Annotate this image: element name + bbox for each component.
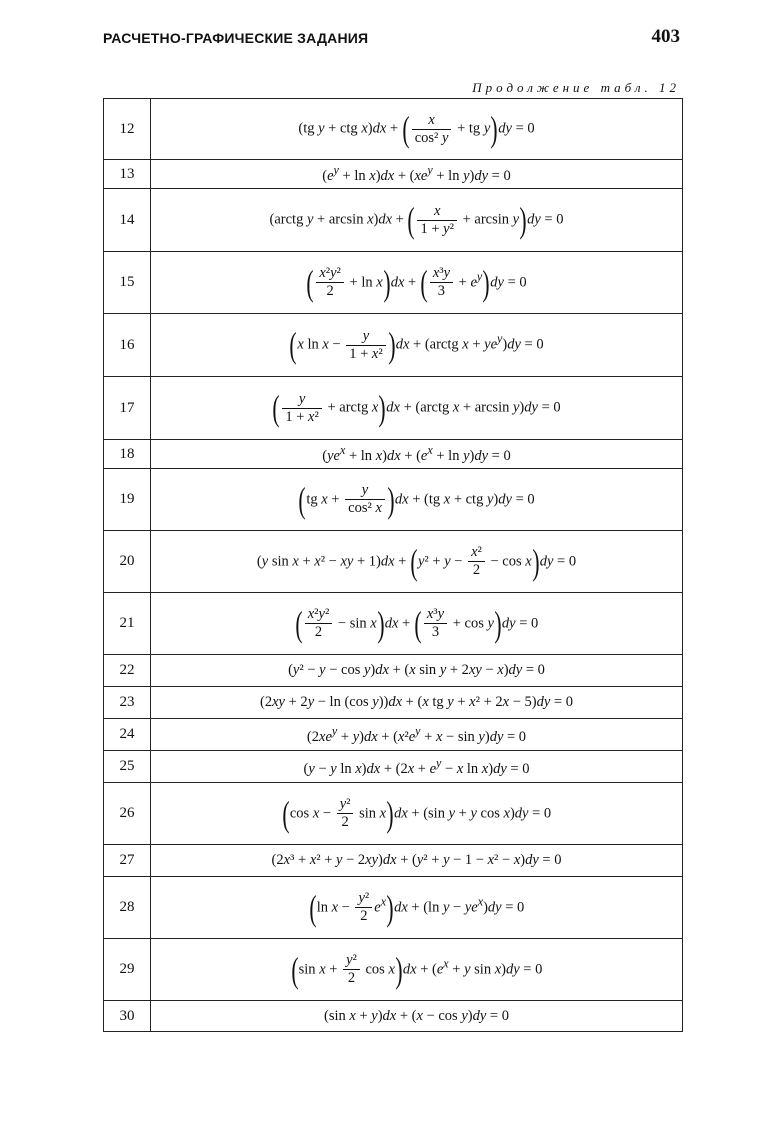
table-row [104, 939, 683, 1001]
row-number: 21 [104, 593, 151, 655]
table-row [104, 655, 683, 687]
row-number: 17 [104, 377, 151, 440]
row-number: 27 [104, 845, 151, 877]
table-row [104, 314, 683, 377]
row-number: 12 [104, 99, 151, 160]
equation: (x ln x − $\frac{y}{\text{1 + x²}}$ )dx + (arctg $x + ye^y)dy = 0$ [151, 314, 683, 377]
equation: ( $\frac{\text{x²y²}}{2}$ − sin x)dx + ( $\frac{\text{x³y}}{3}$ + cos y)dy = 0 [151, 593, 683, 655]
row-number: 18 [104, 440, 151, 469]
equation: (arctg y + arcsin x)dx + ( $\frac{x}{\text{1 + y²}}$ + arcsin y)dy = 0 [151, 189, 683, 252]
row-number: 30 [104, 1001, 151, 1032]
equation: (2xy + 2y − ln (cos y))dx + (x tg y + x² + 2x − 5)dy = 0 [151, 687, 683, 719]
row-number: 28 [104, 877, 151, 939]
page-number: 403 [651, 26, 680, 47]
equation: (sin x + $\frac{\text{y²}}{2}$ $\cos x)dx + (e^x + y$ sin x)dy = 0 [151, 939, 683, 1001]
row-number: 20 [104, 531, 151, 593]
row-number: 29 [104, 939, 151, 1001]
table-row [104, 160, 683, 189]
equation: (cos x − $\frac{\text{y²}}{2}$ sin x)dx + (sin y + y cos x)dy = 0 [151, 783, 683, 845]
row-number: 22 [104, 655, 151, 687]
equation: (ln x − $\frac{\text{y²}}{2}$ $e^x)dx + (\ln$ $y - ye^x)dy = 0$ [151, 877, 683, 939]
equation: $(e^y + \ln x)dx + (xe^y + \ln y)dy = 0$ [151, 160, 683, 189]
table-row [104, 719, 683, 751]
row-number: 14 [104, 189, 151, 252]
equation: (sin x + y)dx + (x − cos y)dy = 0 [151, 1001, 683, 1032]
equation: (y − y $\ln x)dx + (2x + e^y - x$ ln x)dy = 0 [151, 751, 683, 783]
row-number: 25 [104, 751, 151, 783]
equation: (y² − y − cos y)dx + (x sin y + 2xy − x)dy = 0 [151, 655, 683, 687]
table-row [104, 877, 683, 939]
row-number: 13 [104, 160, 151, 189]
table-row [104, 687, 683, 719]
table-row [104, 783, 683, 845]
page-header [103, 26, 680, 50]
equation: $(ye^x + \ln x)dx + (e^x + \ln y)dy = 0$ [151, 440, 683, 469]
equation: $(2xe^y + y)dx + (x^2e^y + x - \sin y)dy = 0$ [151, 719, 683, 751]
row-number: 24 [104, 719, 151, 751]
row-number: 19 [104, 469, 151, 531]
equation: (2x³ + x² + y − 2xy)dx + (y² + y − 1 − x² − x)dy = 0 [151, 845, 683, 877]
row-number: 26 [104, 783, 151, 845]
row-number: 15 [104, 252, 151, 314]
running-title: РАСЧЕТНО-ГРАФИЧЕСКИЕ ЗАДАНИЯ [103, 30, 369, 46]
equation: (tg x + $\frac{y}{\text{cos² x}}$ )dx + (tg x + ctg y)dy = 0 [151, 469, 683, 531]
row-number: 23 [104, 687, 151, 719]
equation: ( $\frac{y}{\text{1 + x²}}$ + arctg x)dx + (arctg x + arcsin y)dy = 0 [151, 377, 683, 440]
table-row [104, 531, 683, 593]
table-row [104, 469, 683, 531]
table-continuation-label: Продолжение табл. 12 [472, 80, 680, 95]
table-row [104, 440, 683, 469]
equations-table [103, 98, 683, 1032]
table-row [104, 751, 683, 783]
equation: (tg y + ctg x)dx + ( $\frac{x}{\text{cos² y}}$ + tg y)dy = 0 [151, 99, 683, 160]
table-row [104, 99, 683, 160]
table-row [104, 377, 683, 440]
equation: ( $\frac{\text{x²y²}}{2}$ + ln x)dx + ( $\frac{\text{x³y}}{3}$ + $e^y)dy = 0$ [151, 252, 683, 314]
table-row [104, 593, 683, 655]
table-row [104, 1001, 683, 1032]
table-row [104, 252, 683, 314]
table-row [104, 845, 683, 877]
row-number: 16 [104, 314, 151, 377]
table-row [104, 189, 683, 252]
equation: (y sin x + x² − xy + 1)dx + (y² + y − $\frac{\text{x²}}{2}$ − cos x)dy = 0 [151, 531, 683, 593]
